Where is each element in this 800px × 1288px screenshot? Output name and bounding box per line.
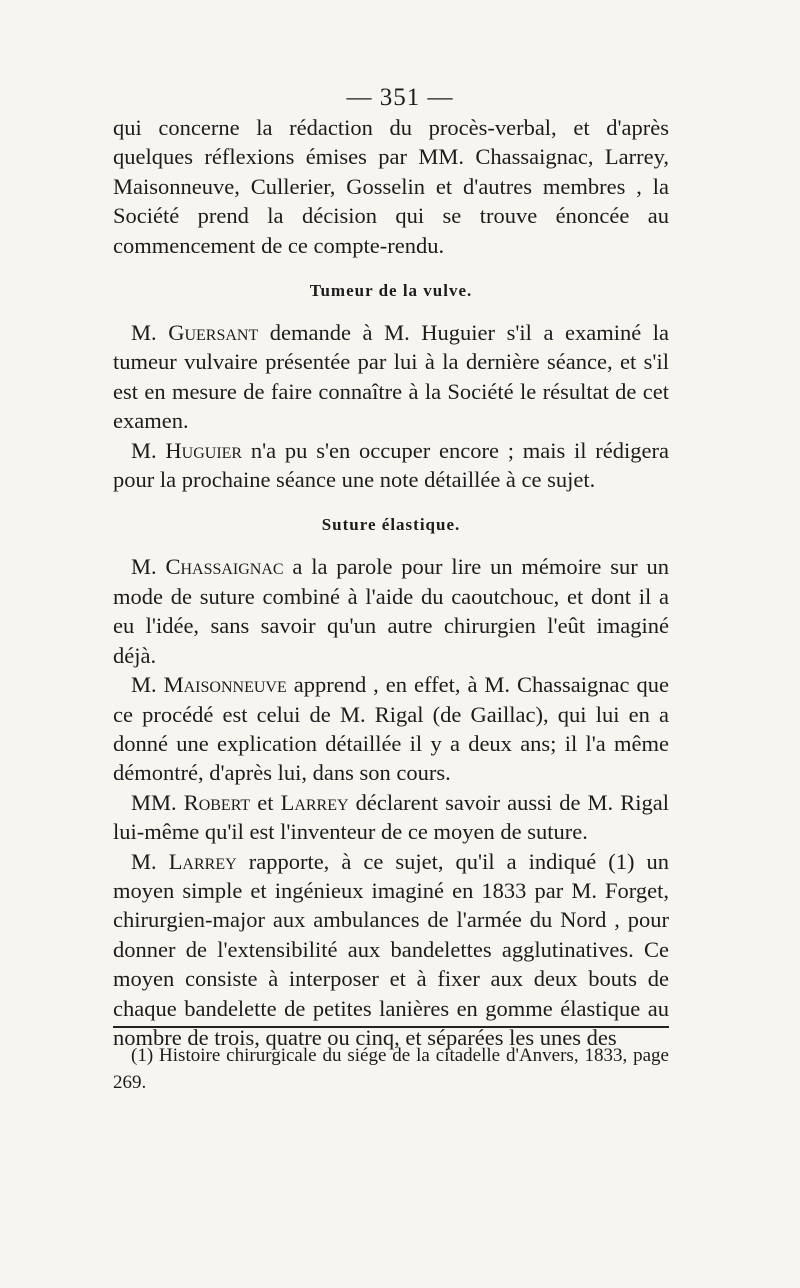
paragraph-chassaignac — [113, 552, 669, 670]
speaker-name: Chassaignac — [165, 554, 284, 580]
speaker-name: Huguier — [165, 437, 243, 463]
speaker-prefix: M. — [131, 437, 166, 463]
speaker-prefix: M. — [131, 848, 169, 874]
intro-paragraph: qui concerne la rédaction du procès-verbal, et d'après quelques réflexions émises par MM. Chassaignac, Larrey, Maisonneuve, Cullerier, Gosselin et d'autres membres , la Société prend la décision qui se trouve énoncée au commencement de ce compte-rendu. — [113, 115, 669, 258]
speaker-prefix: M. — [131, 554, 166, 580]
speaker-conjunction: et — [250, 789, 281, 815]
speaker-prefix: M. — [131, 320, 169, 346]
paragraph-text: déclarent savoir aussi de M. Rigal lui-même qu'il est l'inventeur de ce moyen de suture. — [113, 789, 669, 845]
paragraph-text: demande à M. Huguier s'il a examiné la tumeur vulvaire présentée par lui à la dernière séance, et s'il est en mesure de faire connaître à la Société le résultat de cet examen. — [113, 320, 669, 434]
footnote-divider — [113, 1026, 669, 1028]
speaker-name: Guersant — [168, 320, 259, 346]
section-heading-suture: Suture élastique. — [321, 515, 461, 535]
paragraph-text: apprend , en effet, à M. Chassaignac que ce procédé est celui de M. Rigal (de Gaillac), qui lui en a donné une explication détaillée il y a deux ans; il l'a même démontré, d'après lui, dans son cours. — [113, 672, 669, 786]
paragraph-guersant — [113, 318, 669, 436]
speaker-name: Maisonneuve — [163, 672, 287, 698]
paragraph-larrey — [113, 847, 669, 1053]
paragraph-robert-larrey — [113, 788, 669, 847]
paragraph-text: a la parole pour lire un mémoire sur un mode de suture combiné à l'aide du caoutchouc, et dont il a eu l'idée, sans savoir qu'un autre chirurgien l'eût imaginé déjà. — [113, 554, 669, 668]
paragraph-text: n'a pu s'en occuper encore ; mais il rédigera pour la prochaine séance une note détaillée à ce sujet. — [113, 437, 669, 493]
body-text — [113, 113, 669, 1052]
paragraph-maisonneuve — [113, 670, 669, 788]
paragraph-text: rapporte, à ce sujet, qu'il a indiqué (1) un moyen simple et ingénieux imaginé en 1833 par M. Forget, chirurgien-major aux ambulances de l'armée du Nord , pour donner de l'extensibilité aux bandelettes agglutinatives. Ce moyen consiste à interposer et à fixer aux deux bouts de chaque bandelette de petites lanières en gomme élastique au nombre de trois, quatre ou cinq, et séparées les unes des — [113, 848, 669, 1050]
speaker-name: Larrey — [280, 789, 349, 815]
speaker-prefix: MM. — [131, 789, 184, 815]
page-number: — 351 — — [346, 84, 454, 111]
paragraph-huguier — [113, 436, 669, 495]
footnote: (1) Histoire chirurgicale du siége de la citadelle d'Anvers, 1833, page 269. — [113, 1045, 669, 1093]
speaker-name: Larrey — [168, 848, 237, 874]
speaker-name: Robert — [183, 789, 251, 815]
speaker-prefix: M. — [131, 672, 164, 698]
section-heading-tumeur: Tumeur de la vulve. — [309, 281, 473, 301]
